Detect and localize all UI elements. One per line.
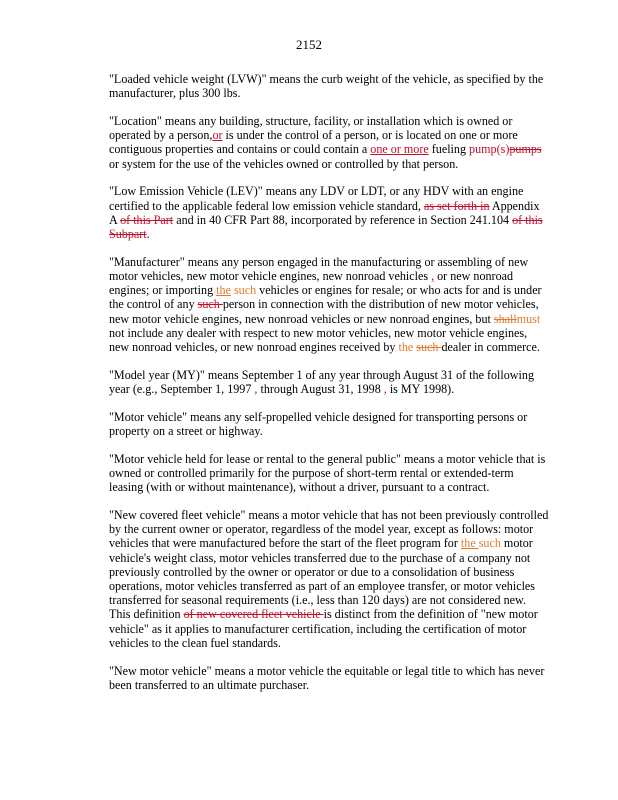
definition-text: or system for the use of the vehicles owned or controlled by that person. [109,156,459,171]
definition-text: dealer in commerce. [441,340,540,355]
definition-motor-vehicle [109,410,549,438]
deleted-text: such [230,283,257,298]
inserted-text: the [398,340,417,355]
definition-text: motor vehicle's weight class, motor vehicles transferred due to the purchase of a company not previously controlled by the owner or operator or due to a consolidation of business operations, motor vehicles transferred as part of an employee transfer, or motor vehicles transferred for seasonal requirements (i.e., less than 120 days) are not considered new. This definition [109,536,535,622]
inserted-text: , [380,382,387,397]
page-number: 2152 [296,37,322,52]
definition-text: or new nonroad engines; or importing [109,269,514,298]
definition-new-covered-fleet-vehicle [109,508,549,650]
definition-text: . [146,227,150,242]
definition-text: fueling [428,142,470,157]
deleted-text: such [416,340,442,355]
definition-text: Appendix A [109,198,540,227]
definition-model-year [109,368,549,396]
definition-text: vehicles or engines for resale; or who acts for and is under the control of any [109,283,542,312]
definition-text: "New covered fleet vehicle" means a motor vehicle that has not been previously controlled by the current owner or operator, regardless of the model year, except as follows: motor vehicles that were manufactured before the start of the fleet program for [109,508,549,551]
definition-location [109,114,549,171]
deleted-text: shall [493,311,517,326]
definition-text: "Location" means any building, structure, facility, or installation which is owned or operated by a person, [109,114,513,143]
deleted-text: pumps [509,142,542,157]
deleted-text: such [197,297,223,312]
definition-text: person in connection with the distribution of new motor vehicles, new motor vehicle engines, new nonroad vehicles or new nonroad engines, but [109,297,539,326]
inserted-text: must [516,311,541,326]
definition-text: "Model year (MY)" means September 1 of any year through August 31 of the following year (e.g., September 1, 1997 [109,367,534,397]
inserted-text: or [212,128,223,143]
definition-text: "Manufacturer" means any person engaged in the manufacturing or assembling of new motor vehicles, new motor vehicle engines, new nonroad vehicles [109,254,529,284]
definition-text: "Motor vehicle" means any self-propelled vehicle designed for transporting persons or property on a street or highway. [109,409,528,439]
definition-low-emission-vehicle [109,184,549,241]
definition-text: "New motor vehicle" means a motor vehicle the equitable or legal title to which has never been transferred to an ultimate purchaser. [109,663,545,692]
definition-new-motor-vehicle [109,664,549,692]
inserted-text: pump(s) [469,142,510,157]
inserted-text: the [460,536,479,551]
definition-text: is MY 1998). [386,382,455,397]
definition-motor-vehicle-lease-rental [109,452,549,495]
inserted-text: , [251,382,258,397]
deleted-text: of this Part [120,212,174,227]
definition-loaded-vehicle-weight [109,72,549,100]
definition-text: "Loaded vehicle weight (LVW)" means the curb weight of the vehicle, as specified by the manufacturer, plus 300 lbs. [109,72,544,101]
definition-manufacturer [109,255,549,354]
document-body [109,72,549,706]
inserted-text: the [216,283,231,298]
deleted-text: as set forth in [424,198,490,213]
definition-text: is distinct from the definition of "new motor vehicle" as it applies to manufacturer certification, including the certification of motor vehicles to the clean fuel standards. [109,607,538,650]
deleted-text: such [478,536,501,551]
definition-text: through August 31, 1998 [257,382,381,397]
definition-text: and in 40 CFR Part 88, incorporated by reference in Section 241.104 [173,212,513,227]
definition-text: is under the control of a person, or is located on one or more contiguous properties and contains or could contain a [109,128,518,157]
inserted-text: one or more [370,142,429,157]
inserted-text: , [431,269,435,284]
definition-text: not include any dealer with respect to new motor vehicles, new motor vehicle engines, new nonroad vehicles, or new nonroad engines received by [109,325,528,355]
deleted-text: of new covered fleet vehicle [183,607,324,622]
definition-text: "Low Emission Vehicle (LEV)" means any LDV or LDT, or any HDV with an engine certified to the applicable federal low emission vehicle standard, [109,184,524,213]
definition-text: "Motor vehicle held for lease or rental to the general public" means a motor vehicle that is owned or controlled primarily for the purpose of short-term rental or extended-term leasing (with or without maintenance), without a driver, pursuant to a contract. [109,451,546,495]
deleted-text: of this Subpart [109,212,543,242]
